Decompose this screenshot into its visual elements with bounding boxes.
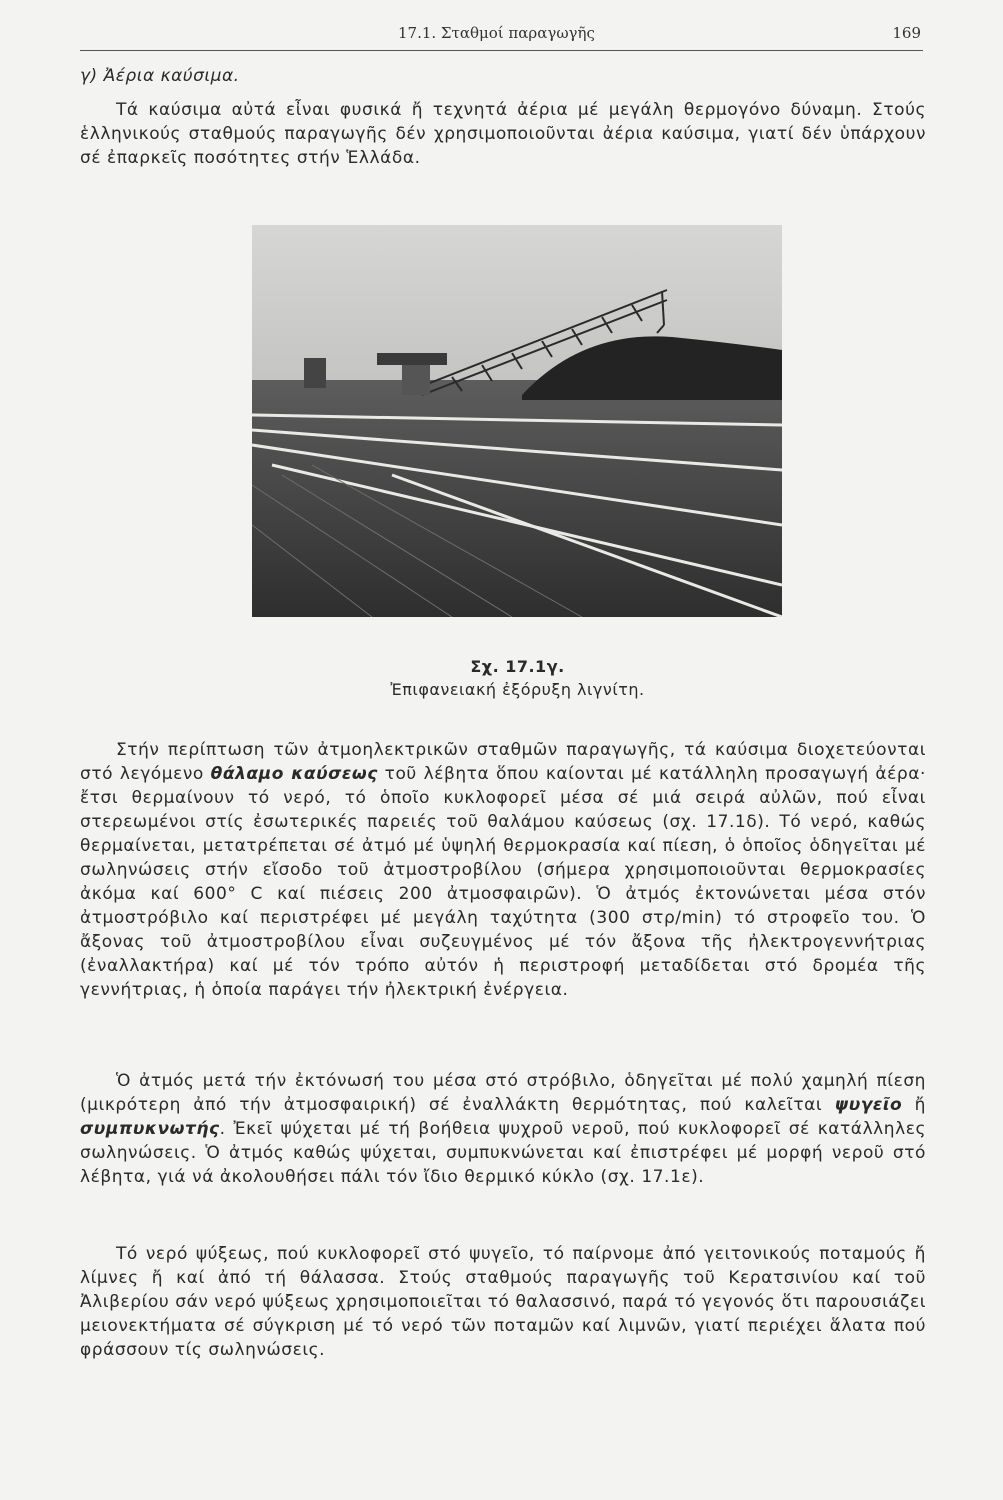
excavator-body [377, 353, 447, 365]
truck [304, 358, 326, 388]
term-combustion-chamber: θάλαμο καύσεως [210, 764, 378, 784]
lignite-mining-illustration [252, 225, 782, 617]
p3-text-after: . Ἐκεῖ ψύχεται μέ τή βοήθεια ψυχροῦ νεροῦ, πού κυκλοφορεῖ σέ κατάλληλες σωληνώσεις. Ὁ ἀτμός καθώς ψύχεται, συμπυκνώνεται καί ἐπιστρέφει μέ μορφή νεροῦ στό λέβητα, γιά νά ἀκολουθήσει πάλι τόν ἴδιο θερμικό κύκλο (σχ. 17.1ε). [80, 1119, 926, 1187]
p2-text-after: τοῦ λέβητα ὅπου καίονται μέ κατάλληλη προσαγωγή ἀέρα· ἔτσι θερμαίνουν τό νερό, τό ὁποῖο κυκλοφορεῖ μέσα σέ μιά σειρά αὐλῶν, πού εἶναι στερεωμένοι στίς ἐσωτερικές παρειές τοῦ θαλάμου καύσεως (σχ. 17.1δ). Τό νερό, καθώς θερμαίνεται, μετατρέπεται σέ ἀτμό μέ ὑψηλή θερμοκρασία καί πίεση, ὁ ὁποῖος ὁδηγεῖται μέ σωληνώσεις στήν εἴσοδο τοῦ ἀτμοστροβίλου (σήμερα χρησιμοποιοῦνται θερμοκρασίες ἀκόμα καί 600° C καί πιέσεις 200 ἀτμοσφαιρῶν). Ὁ ἀτμός ἐκτονώνεται μέσα στόν ἀτμοστρόβιλο καί περιστρέφει μέ μεγάλη ταχύτητα (300 στρ/min) τό στροφεῖο του. Ὁ ἄξονας τοῦ ἀτμοστροβίλου εἶναι συζευγμένος μέ τόν ἄξονα τῆς ἠλεκτρογεννήτριας (ἐναλλακτήρα) καί μέ τόν τρόπο αὐτόν ἡ περιστροφή μεταδίδεται στό δρομέα τῆς γεννήτριας, ἡ ὁποία παράγει τήν ἠλεκτρική ἐνέργεια. [80, 764, 926, 1000]
paragraph-gas-fuels: Τά καύσιμα αὐτά εἶναι φυσικά ἤ τεχνητά ἀέρια μέ μεγάλη θερμογόνο δύναμη. Στούς ἑλληνικούς σταθμούς παραγωγῆς δέν χρησιμοποιοῦνται ἀέρια καύσιμα, γιατί δέν ὑπάρχουν σέ ἐπαρκεῖς ποσότητες στήν Ἑλλάδα. [80, 100, 926, 168]
paragraph-condenser [80, 1069, 926, 1189]
excavator-base [402, 365, 430, 395]
p3-text-middle: ἤ [902, 1095, 926, 1115]
page-header [80, 20, 923, 51]
lignite-mining-photo [252, 225, 782, 617]
p2-text-before: Στήν περίπτωση τῶν ἀτμοηλεκτρικῶν σταθμῶν παραγωγῆς, τά καύσιμα διοχετεύονται στό λεγόμενο [80, 740, 926, 784]
term-cooler: ψυγεῖο [834, 1095, 903, 1115]
running-head: 17.1. Σταθμοί παραγωγῆς [398, 24, 595, 42]
paragraph-cooling-water: Τό νερό ψύξεως, πού κυκλοφορεῖ στό ψυγεῖο, τό παίρνομε ἀπό γειτονικούς ποταμούς ἤ λίμνες ἤ καί ἀπό τή θάλασσα. Στούς σταθμούς παραγωγῆς τοῦ Κερατσινίου καί τοῦ Ἀλιβερίου σάν νερό ψύξεως χρησιμοποιεῖται τό θαλασσινό, παρά τό γεγονός ὅτι παρουσιάζει μειονεκτήματα σέ σύγκριση μέ τό νερό τῶν ποταμῶν καί λιμνῶν, γιατί περιέχει ἅλατα πού φράσσουν τίς σωληνώσεις. [80, 1244, 926, 1360]
page-number: 169 [892, 24, 921, 42]
figure-caption: Ἐπιφανειακή ἐξόρυξη λιγνίτη. [390, 680, 645, 699]
section-heading: γ) Ἀέρια καύσιμα. [80, 66, 240, 86]
figure-number: Σχ. 17.1γ. [470, 657, 565, 676]
term-condenser: συμπυκνωτής [80, 1119, 220, 1139]
paragraph-steam-plants [80, 738, 926, 1002]
p3-text-before: Ὁ ἀτμός μετά τήν ἐκτόνωσή του μέσα στό στρόβιλο, ὁδηγεῖται μέ πολύ χαμηλή πίεση (μικρότερη ἀπό τήν ἀτμοσφαιρική) σέ ἐναλλάκτη θερμότητας, πού καλεῖται [80, 1071, 926, 1115]
